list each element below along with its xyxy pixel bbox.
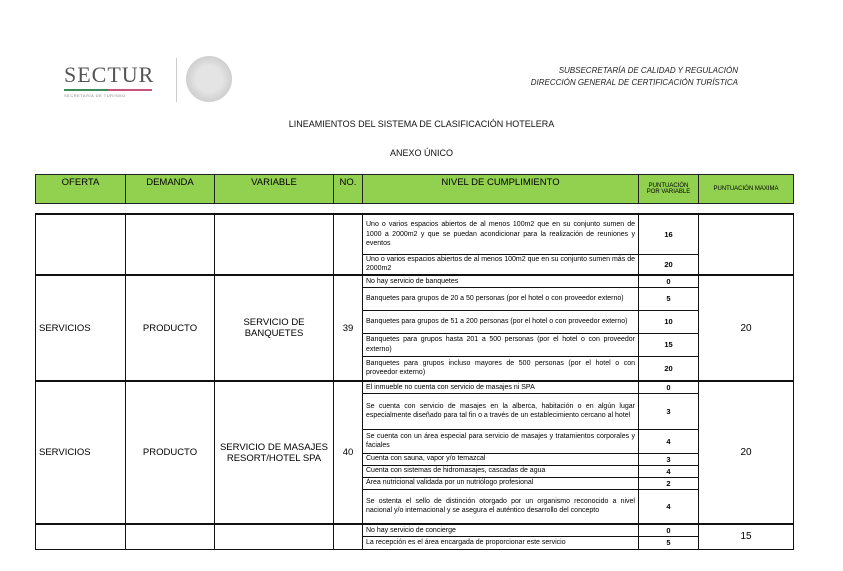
logo-bar: [64, 89, 152, 91]
number-cell: 39: [334, 275, 363, 381]
nivel-cell: Banquetes para grupos de 20 a 50 personas (por el hotel o con proveedor externo): [363, 287, 639, 310]
puntuacion-cell: 16: [639, 214, 699, 254]
nivel-cell: Banquetes para grupos de 51 a 200 personas (por el hotel o con proveedor externo): [363, 310, 639, 333]
demanda-cell: [126, 524, 215, 549]
mexico-seal-icon: [186, 56, 232, 102]
puntuacion-cell: 0: [639, 275, 699, 287]
nivel-cell: Uno o varios espacios abiertos de al menos 100m2 que en su conjunto sumen de 1000 a 2000m2 y que se puedan acondicionar para la realización de reuniones y eventos: [363, 214, 639, 254]
col-no: NO.: [334, 175, 363, 204]
puntuacion-cell: 20: [639, 254, 699, 275]
puntuacion-cell: 3: [639, 393, 699, 429]
col-variable: VARIABLE: [215, 175, 334, 204]
nivel-cell: La recepción es el área encargada de proporcionar este servicio: [363, 536, 639, 549]
direccion-text: DIRECCIÓN GENERAL DE CERTIFICACIÓN TURÍSTICA: [530, 78, 738, 87]
col-puntuacion-variable: PUNTUACIÓN POR VARIABLE: [639, 175, 699, 204]
nivel-cell: Uno o varios espacios abiertos de al menos 100m2 que en su conjunto sumen más de 2000m2: [363, 254, 639, 275]
oferta-cell: SERVICIOS: [36, 275, 126, 381]
oferta-cell: [36, 524, 126, 549]
puntuacion-cell: 10: [639, 310, 699, 333]
puntuacion-cell: 2: [639, 477, 699, 489]
variable-cell: SERVICIO DE BANQUETES: [215, 275, 334, 381]
col-nivel: NIVEL DE CUMPLIMIENTO: [363, 175, 639, 204]
col-puntuacion-maxima: PUNTUACIÓN MAXIMA: [699, 175, 794, 204]
variable-cell: [215, 214, 334, 275]
table-row: [36, 381, 794, 393]
number-cell: [334, 214, 363, 275]
puntuacion-maxima-cell: 20: [699, 381, 794, 524]
variable-cell: [215, 524, 334, 549]
demanda-cell: [126, 214, 215, 275]
oferta-cell: SERVICIOS: [36, 381, 126, 524]
nivel-cell: Se ostenta el sello de distinción otorgado por un organismo reconocido a nivel nacional y/o internacional y se asegura el auténtico desarrollo del concepto: [363, 489, 639, 524]
nivel-cell: No hay servicio de concierge: [363, 524, 639, 536]
puntuacion-cell: 4: [639, 465, 699, 477]
nivel-cell: No hay servicio de banquetes: [363, 275, 639, 287]
col-demanda: DEMANDA: [126, 175, 215, 204]
logo-divider: [176, 58, 177, 102]
table-header: [35, 174, 794, 204]
table-row: [36, 214, 794, 254]
document-subtitle: ANEXO ÚNICO: [389, 148, 453, 158]
puntuacion-cell: 0: [639, 524, 699, 536]
demanda-cell: PRODUCTO: [126, 275, 215, 381]
puntuacion-maxima-cell: 20: [699, 275, 794, 381]
nivel-cell: Cuenta con sistemas de hidromasajes, cascadas de agua: [363, 465, 639, 477]
number-cell: [334, 524, 363, 549]
subsecretaria-text: SUBSECRETARÍA DE CALIDAD Y REGULACIÓN: [558, 66, 738, 75]
nivel-cell: Banquetes para grupos hasta 201 a 500 personas (por el hotel o con proveedor externo): [363, 333, 639, 356]
col-oferta: OFERTA: [36, 175, 126, 204]
nivel-cell: El inmueble no cuenta con servicio de masajes ni SPA: [363, 381, 639, 393]
puntuacion-maxima-cell: [699, 214, 794, 275]
puntuacion-cell: 20: [639, 356, 699, 381]
puntuacion-cell: 15: [639, 333, 699, 356]
criteria-table: [35, 213, 794, 550]
logo-subtitle: SECRETARÍA DE TURISMO: [64, 93, 126, 98]
number-cell: 40: [334, 381, 363, 524]
puntuacion-cell: 0: [639, 381, 699, 393]
puntuacion-cell: 5: [639, 536, 699, 549]
nivel-cell: Se cuenta con un área especial para servicio de masajes y tratamientos corporales y faciales: [363, 429, 639, 453]
puntuacion-maxima-cell: 15: [699, 524, 794, 549]
sectur-logo: [64, 62, 154, 98]
puntuacion-cell: 4: [639, 429, 699, 453]
department-heading: [531, 65, 738, 89]
nivel-cell: Área nutricional validada por un nutriólogo profesional: [363, 477, 639, 489]
nivel-cell: Cuenta con sauna, vapor y/o temazcal: [363, 453, 639, 465]
table-row: [36, 275, 794, 287]
nivel-cell: Banquetes para grupos incluso mayores de 500 personas (por el hotel o con proveedor externo): [363, 356, 639, 381]
puntuacion-cell: 3: [639, 453, 699, 465]
nivel-cell: Se cuenta con servicio de masajes en la alberca, habitación o en algún lugar especialmente diseñado para tal fin o a través de un establecimiento cercano al hotel: [363, 393, 639, 429]
table-row: [36, 524, 794, 536]
logo-text: SECTUR: [64, 62, 155, 87]
variable-cell: SERVICIO DE MASAJES RESORT/HOTEL SPA: [215, 381, 334, 524]
puntuacion-cell: 4: [639, 489, 699, 524]
puntuacion-cell: 5: [639, 287, 699, 310]
document-title: LINEAMIENTOS DEL SISTEMA DE CLASIFICACIÓN HOTELERA: [288, 119, 555, 129]
demanda-cell: PRODUCTO: [126, 381, 215, 524]
oferta-cell: [36, 214, 126, 275]
